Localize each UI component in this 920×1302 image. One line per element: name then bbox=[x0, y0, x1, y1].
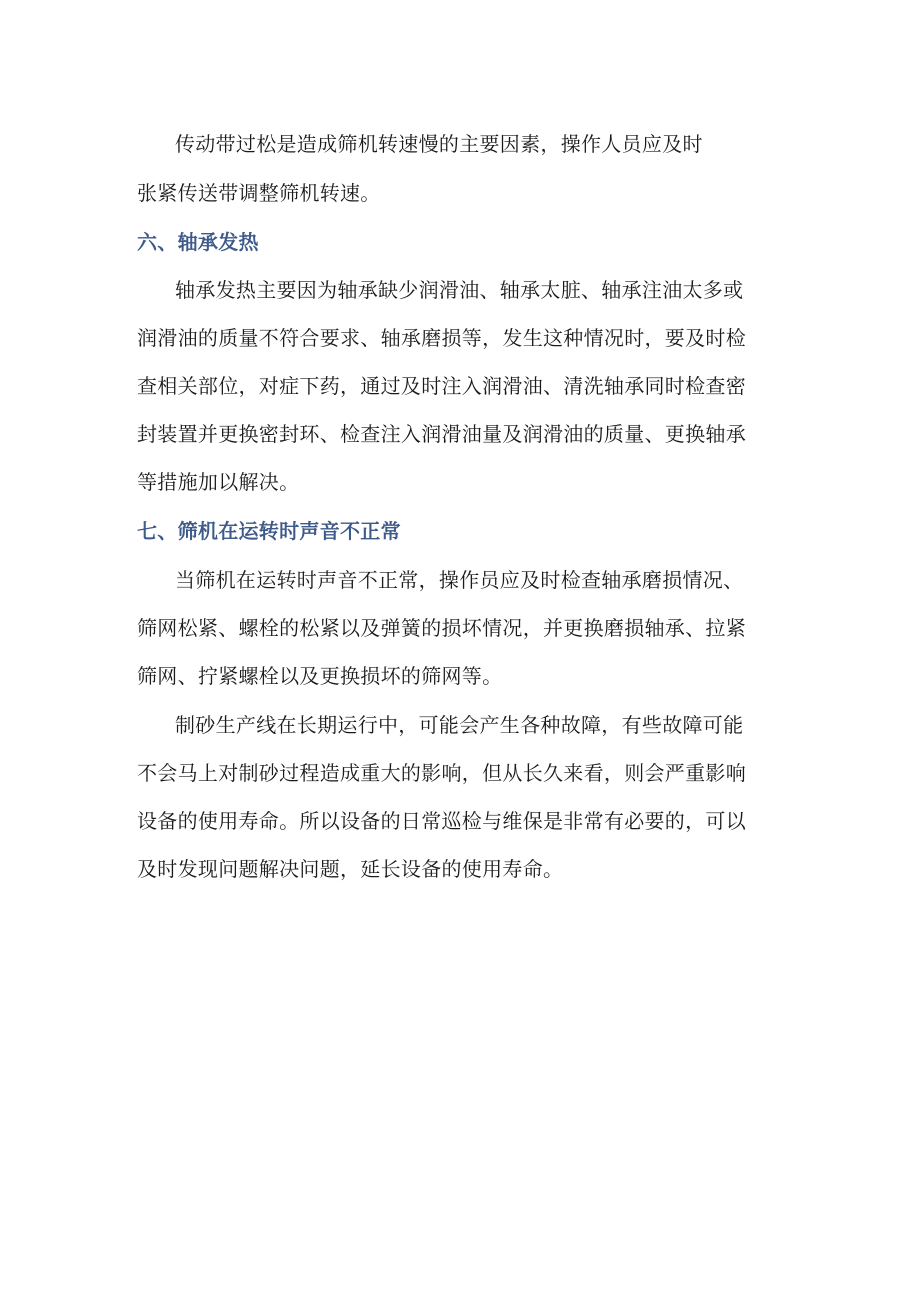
paragraph-line: 筛网松紧、螺栓的松紧以及弹簧的损坏情况，并更换磨损轴承、拉紧 bbox=[137, 616, 746, 640]
paragraph-line: 张紧传送带调整筛机转速。 bbox=[137, 181, 381, 205]
paragraph-line: 设备的使用寿命。所以设备的日常巡检与维保是非常有必要的，可以 bbox=[137, 809, 746, 833]
section-heading-7: 七、筛机在运转时声音不正常 bbox=[137, 519, 401, 543]
paragraph-line: 不会马上对制砂过程造成重大的影响，但从长久来看，则会严重影响 bbox=[137, 761, 746, 785]
paragraph-line: 轴承发热主要因为轴承缺少润滑油、轴承太脏、轴承注油太多或 bbox=[175, 278, 744, 302]
paragraph-line: 封装置并更换密封环、检查注入润滑油量及润滑油的质量、更换轴承 bbox=[137, 422, 746, 446]
paragraph-line: 及时发现问题解决问题，延长设备的使用寿命。 bbox=[137, 857, 564, 881]
paragraph-line: 传动带过松是造成筛机转速慢的主要因素，操作人员应及时 bbox=[175, 132, 703, 156]
paragraph-line: 当筛机在运转时声音不正常，操作员应及时检查轴承磨损情况、 bbox=[175, 568, 744, 592]
paragraph-line: 制砂生产线在长期运行中，可能会产生各种故障，有些故障可能 bbox=[175, 713, 744, 737]
paragraph-line: 等措施加以解决。 bbox=[137, 470, 300, 494]
paragraph-line: 筛网、拧紧螺栓以及更换损坏的筛网等。 bbox=[137, 664, 503, 688]
paragraph-line: 查相关部位，对症下药，通过及时注入润滑油、清洗轴承同时检查密 bbox=[137, 374, 746, 398]
paragraph-line: 润滑油的质量不符合要求、轴承磨损等，发生这种情况时，要及时检 bbox=[137, 326, 746, 350]
section-heading-6: 六、轴承发热 bbox=[137, 230, 259, 254]
